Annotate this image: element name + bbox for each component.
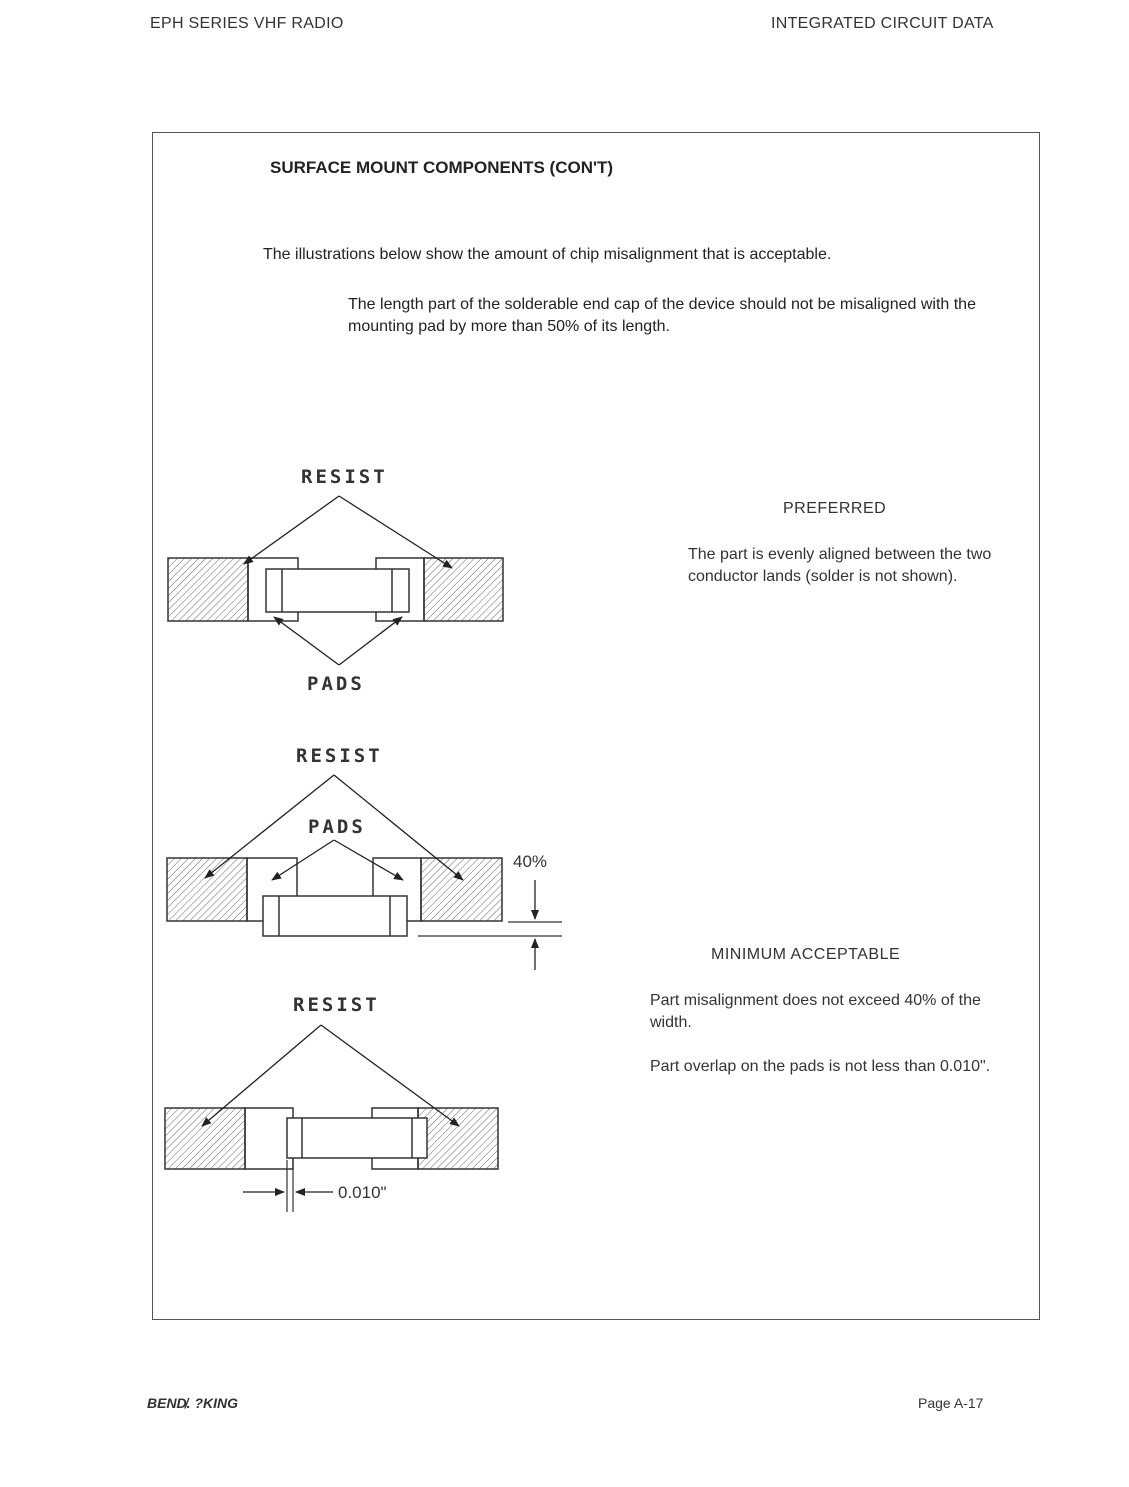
resist-arrow-left	[244, 496, 339, 564]
minimum-heading: MINIMUM ACCEPTABLE	[711, 946, 901, 963]
resist-arrow-right	[321, 1025, 459, 1126]
resist-right	[418, 1108, 498, 1169]
pads-arrow-right	[334, 840, 403, 880]
resist-left	[165, 1108, 245, 1169]
footer-page-number: Page A-17	[918, 1395, 984, 1411]
header-right: INTEGRATED CIRCUIT DATA	[771, 15, 994, 32]
preferred-heading: PREFERRED	[783, 500, 887, 517]
fig2-pads-label: PADS	[308, 816, 366, 838]
minimum-text-2: Part overlap on the pads is not less than 0.010".	[650, 1058, 991, 1075]
section-title: SURFACE MOUNT COMPONENTS (CON'T)	[270, 158, 614, 177]
fig2-resist-label: RESIST	[296, 745, 383, 767]
pads-arrow-left	[274, 617, 339, 665]
resist-right	[421, 858, 502, 921]
fig1-resist-label: RESIST	[301, 466, 388, 488]
resist-arrow-right	[339, 496, 452, 568]
minimum-text-1: Part misalignment does not exceed 40% of the width.	[650, 992, 981, 1031]
figure-length-overlap	[165, 1025, 498, 1212]
pads-arrow-right	[339, 617, 402, 665]
pad-left	[245, 1108, 293, 1169]
pads-arrow-left	[272, 840, 334, 880]
figure-preferred	[168, 496, 503, 665]
resist-left	[167, 858, 247, 921]
chip	[263, 896, 407, 936]
preferred-text: The part is evenly aligned between the two conductor lands (solder is not shown).	[688, 546, 992, 585]
resist-left	[168, 558, 248, 621]
fig3-dimension-label: 0.010"	[338, 1183, 387, 1202]
header-left: EPH SERIES VHF RADIO	[150, 15, 344, 32]
intro-paragraph: The illustrations below show the amount of chip misalignment that is acceptable.	[263, 246, 832, 263]
resist-right	[424, 558, 503, 621]
fig2-percent-label: 40%	[513, 852, 548, 871]
chip	[266, 569, 409, 612]
figure-width-misalignment	[167, 775, 562, 970]
note-paragraph: The length part of the solderable end cap of the device should not be misaligned with the mounting pad by more than 50% of its length.	[348, 296, 976, 335]
resist-arrow-left	[202, 1025, 321, 1126]
chip	[287, 1118, 427, 1158]
fig3-resist-label: RESIST	[293, 994, 380, 1016]
footer-brand: BEND̸. ?KING	[147, 1395, 238, 1411]
fig1-pads-label: PADS	[307, 673, 365, 695]
